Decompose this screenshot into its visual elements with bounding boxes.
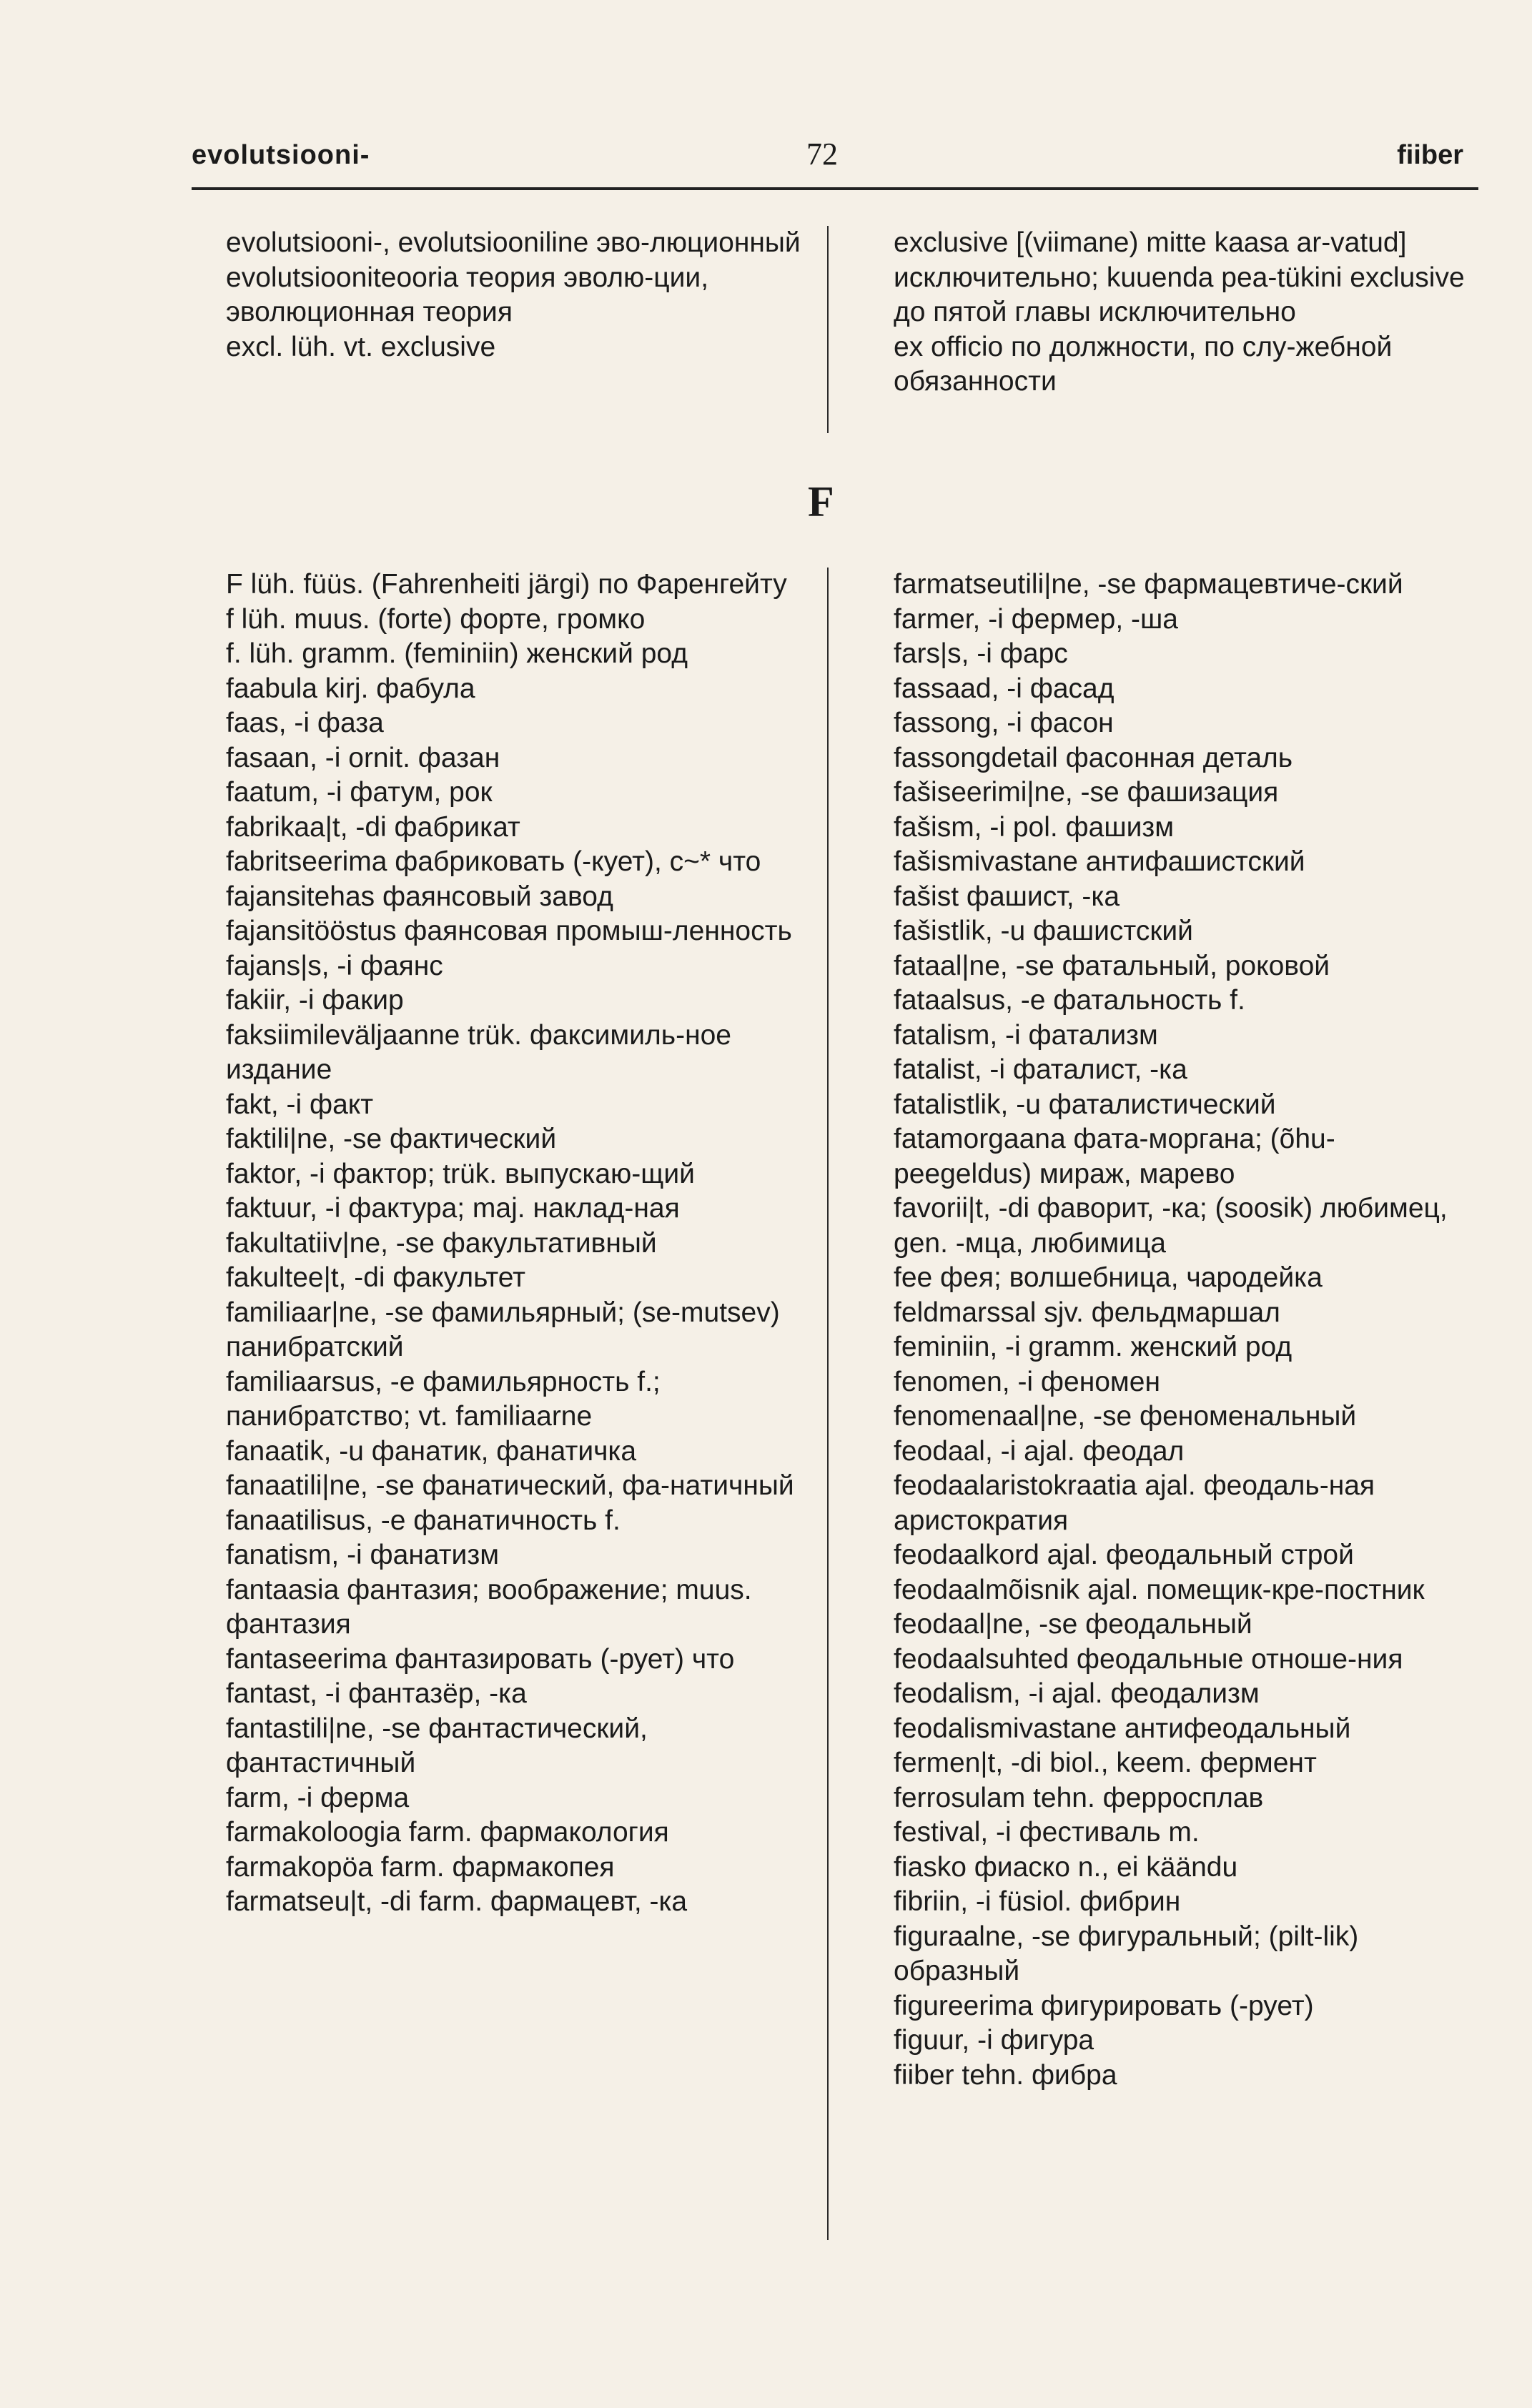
column-divider-main — [827, 568, 829, 2240]
dictionary-entry: faas, -i фаза — [226, 708, 384, 738]
dictionary-entry: fee фея; волшебница, чародейка — [894, 1262, 1323, 1293]
dictionary-entry: faabula kirj. фабула — [226, 673, 475, 704]
dictionary-entry: fabrikaa|t, -di фабрикат — [226, 811, 520, 843]
dictionary-entry: fataalsus, -e фатальность f. — [894, 985, 1245, 1016]
dictionary-entry: fatalism, -i фатализм — [894, 1019, 1158, 1051]
dictionary-entry: figuraalne, -se фигуральный; (pilt-lik) образный — [894, 1921, 1359, 1986]
dictionary-entry: fanaatik, -u фанатик, фанатичка — [226, 1435, 637, 1467]
dictionary-entry: feldmarssal sjv. фельдмаршал — [894, 1297, 1280, 1328]
left-column — [226, 568, 802, 1920]
dictionary-entry: fatalist, -i фаталист, -ка — [894, 1054, 1187, 1085]
dictionary-entry: fašistlik, -u фашистский — [894, 916, 1193, 946]
dictionary-entry: fakultee|t, -di факультет — [226, 1262, 526, 1293]
dictionary-entry: fatamorgaana фата-моргана; (õhu-peegeldus) мираж, марево — [894, 1124, 1335, 1189]
dictionary-entry: fanaatilisus, -e фанатичность f. — [226, 1505, 621, 1536]
section-letter: F — [808, 478, 834, 525]
dictionary-entry: fanaatili|ne, -se фанатический, фа-натичный — [226, 1470, 794, 1501]
dictionary-entry: faktili|ne, -se фактический — [226, 1124, 557, 1154]
dictionary-entry: fašismivastane антифашистский — [894, 846, 1305, 877]
dictionary-entry: excl. lüh. vt. exclusive — [226, 331, 496, 362]
dictionary-entry: fenomen, -i феномен — [894, 1366, 1160, 1397]
dictionary-entry: feodaal, -i ajal. феодал — [894, 1435, 1185, 1467]
dictionary-entry: fantaasia фантазия; воображение; muus. фантазия — [226, 1574, 752, 1640]
dictionary-entry: F lüh. füüs. (Fahrenheiti järgi) по Фаренгейту — [226, 569, 787, 600]
dictionary-entry: feodaalmõisnik ajal. помещик-кре-постник — [894, 1574, 1425, 1605]
dictionary-entry: fašist фашист, -ка — [894, 881, 1120, 912]
dictionary-entry: farmer, -i фермер, -ша — [894, 603, 1178, 635]
dictionary-entry: fassongdetail фасонная деталь — [894, 742, 1293, 773]
dictionary-entry: evolutsiooni-, evolutsiooniline эво-люционный — [226, 227, 801, 258]
dictionary-entry: fantaseerima фантазировать (-рует) что — [226, 1643, 735, 1675]
dictionary-entry: exclusive [(viimane) mitte kaasa ar-vatud] исключительно; kuuenda pea-tükini exclusive до пятой главы исключительно — [894, 227, 1465, 327]
dictionary-entry: faksiimileväljaanne trük. факсимиль-ное издание — [226, 1019, 731, 1085]
dictionary-entry: fataal|ne, -se фатальный, роковой — [894, 950, 1330, 981]
dictionary-entry: fasaan, -i ornit. фазан — [226, 742, 500, 773]
dictionary-entry: fajansitehas фаянсовый завод — [226, 881, 613, 912]
dictionary-entry: fibriin, -i füsiol. фибрин — [894, 1886, 1181, 1917]
running-head-right: fiiber — [1397, 140, 1463, 170]
dictionary-entry: farmatseu|t, -di farm. фармацевт, -ка — [226, 1886, 688, 1917]
dictionary-entry: fajansitööstus фаянсовая промыш-ленность — [226, 916, 792, 946]
right-column — [894, 568, 1473, 2093]
dictionary-entry: farmakopöa farm. фармакопея — [226, 1851, 615, 1883]
dictionary-entry: farm, -i ферма — [226, 1782, 410, 1813]
dictionary-entry: fantastili|ne, -se фантастический, фантастичный — [226, 1713, 648, 1778]
dictionary-entry: feodaalaristokraatia ajal. феодаль-ная аристократия — [894, 1470, 1375, 1536]
dictionary-entry: fakt, -i факт — [226, 1089, 374, 1120]
dictionary-entry: fiiber tehn. фибра — [894, 2059, 1117, 2091]
dictionary-entry: faktuur, -i фактура; maj. наклад-ная — [226, 1193, 680, 1224]
dictionary-entry: fanatism, -i фанатизм — [226, 1540, 500, 1570]
dictionary-entry: figureerima фигурировать (-рует) — [894, 1990, 1314, 2021]
header-rule — [192, 187, 1478, 190]
dictionary-entry: feodaalkord ajal. феодальный строй — [894, 1540, 1354, 1570]
dictionary-entry: fiasko фиаско n., ei käändu — [894, 1851, 1238, 1883]
column-divider-top — [827, 226, 829, 433]
dictionary-entry: feodalism, -i ajal. феодализм — [894, 1678, 1260, 1709]
dictionary-entry: fenomenaal|ne, -se феноменальный — [894, 1401, 1357, 1432]
dictionary-entry: f lüh. muus. (forte) форте, громко — [226, 603, 646, 635]
dictionary-entry: fermen|t, -di biol., keem. фермент — [894, 1748, 1317, 1778]
dictionary-entry: evolutsiooniteooria теория эволю-ции, эволюционная теория — [226, 262, 709, 327]
dictionary-entry: fašiseerimi|ne, -se фашизация — [894, 777, 1279, 808]
dictionary-entry: feodaalsuhted феодальные отноше-ния — [894, 1643, 1403, 1675]
dictionary-entry: favorii|t, -di фаворит, -ка; (soosik) любимец, gen. -мца, любимица — [894, 1193, 1448, 1259]
dictionary-entry: fassaad, -i фасад — [894, 673, 1115, 704]
dictionary-entry: festival, -i фестиваль m. — [894, 1817, 1200, 1848]
dictionary-entry: feodaal|ne, -se феодальный — [894, 1609, 1252, 1640]
dictionary-entry: farmatseutili|ne, -se фармацевтиче-ский — [894, 569, 1403, 600]
dictionary-entry: faatum, -i фатум, рок — [226, 777, 493, 808]
dictionary-entry: fars|s, -i фарс — [894, 638, 1068, 669]
running-head-left: evolutsiooni- — [192, 140, 370, 170]
dictionary-entry: f. lüh. gramm. (feminiin) женский род — [226, 638, 688, 669]
dictionary-entry: fajans|s, -i фаянс — [226, 950, 443, 981]
dictionary-entry: fakultatiiv|ne, -se факультативный — [226, 1227, 657, 1259]
dictionary-entry: familiaar|ne, -se фамильярный; (se-mutsev) панибратский — [226, 1297, 780, 1362]
dictionary-entry: ex officio по должности, по слу-жебной обязанности — [894, 331, 1393, 397]
dictionary-entry: faktor, -i фактор; trük. выпускаю-щий — [226, 1158, 695, 1189]
dictionary-entry: fabritseerima фабриковать (-кует), c~* что — [226, 846, 761, 877]
dictionary-entry: fašism, -i pol. фашизм — [894, 811, 1175, 843]
dictionary-entry: fatalistlik, -u фаталистический — [894, 1089, 1276, 1120]
dictionary-entry: fakiir, -i факир — [226, 985, 404, 1016]
dictionary-entry: fassong, -i фасон — [894, 708, 1114, 738]
dictionary-entry: farmakoloogia farm. фармакология — [226, 1817, 669, 1848]
dictionary-entry: figuur, -i фигура — [894, 2025, 1094, 2056]
top-right-column — [894, 226, 1473, 400]
dictionary-entry: familiaarsus, -e фамильярность f.; панибратство; vt. familiaarne — [226, 1366, 661, 1432]
dictionary-entry: ferrosulam tehn. ферросплав — [894, 1782, 1264, 1813]
dictionary-entry: feminiin, -i gramm. женский род — [894, 1332, 1293, 1362]
top-left-column — [226, 226, 802, 365]
page-number: 72 — [806, 137, 838, 172]
dictionary-entry: feodalismivastane антифеодальный — [894, 1713, 1351, 1744]
dictionary-entry: fantast, -i фантазёр, -ка — [226, 1678, 527, 1709]
